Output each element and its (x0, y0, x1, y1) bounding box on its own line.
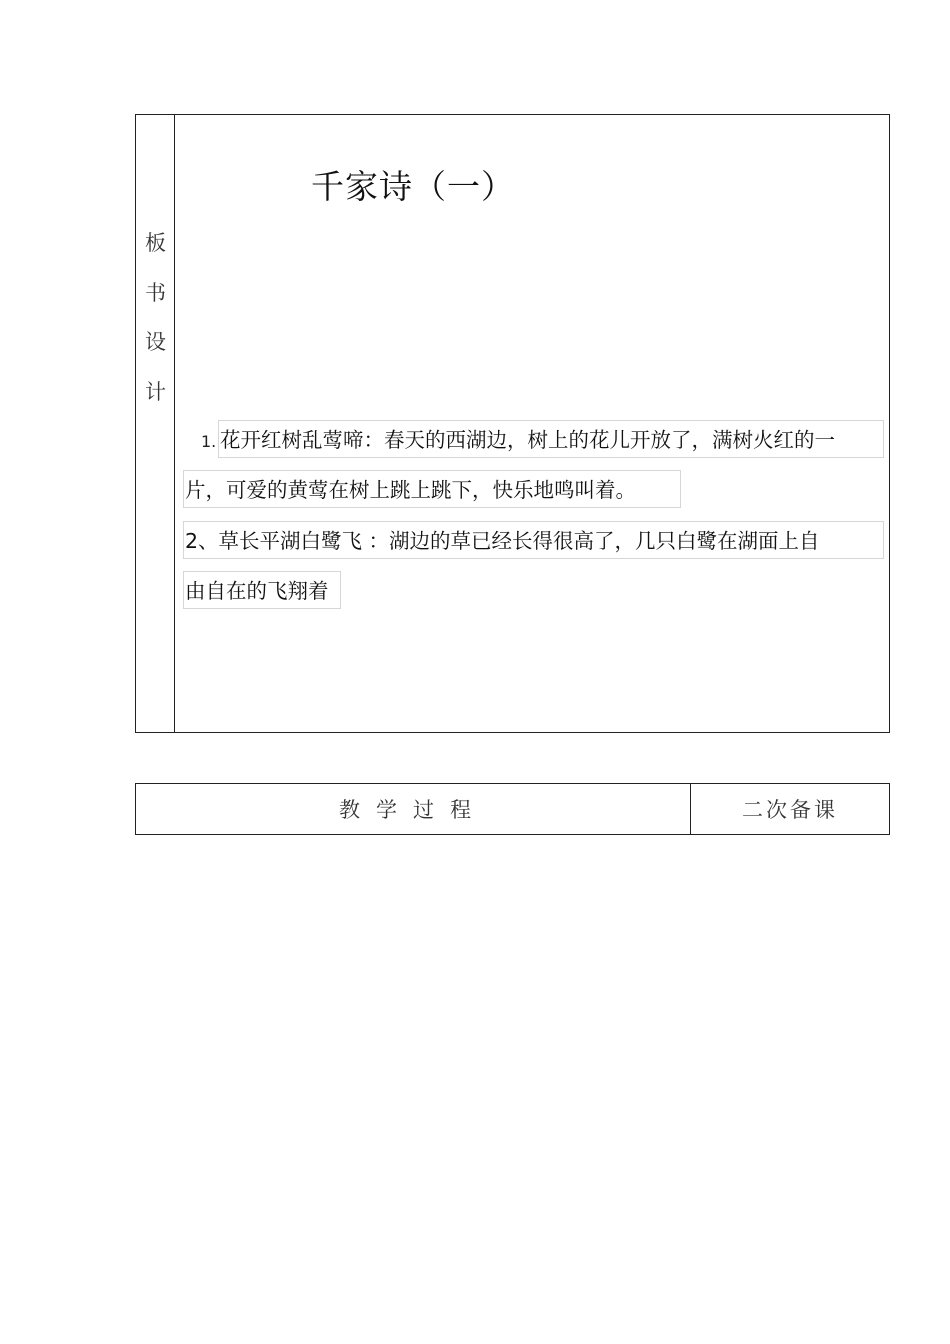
teaching-process-label: 教学过程 (136, 784, 691, 834)
line-text: 花开红树乱莺啼：春天的西湖边，树上的花儿开放了，满树火红的一 (220, 428, 835, 452)
board-label-char: 板 (145, 231, 166, 255)
second-preparation-label: 二次备课 (742, 798, 838, 822)
board-label (136, 219, 175, 417)
poem-title: 千家诗（一） (311, 167, 515, 206)
board-label-column (136, 115, 175, 732)
explanation-line-1 (201, 420, 884, 458)
board-label-char: 设 (145, 330, 166, 354)
teaching-process-header (135, 783, 890, 835)
board-design-table (135, 114, 890, 733)
board-label-char: 计 (145, 379, 166, 404)
explanation-line-2: 片，可爱的黄莺在树上跳上跳下，快乐地鸣叫着。 (183, 470, 681, 508)
board-label-char: 书 (145, 280, 166, 305)
explanation-line-3: 2、草长平湖白鹭飞 ：湖边的草已经长得很高了，几只白鹭在湖面上自 (183, 521, 884, 559)
line-number: 1. (201, 432, 217, 451)
explanation-line-4: 由自在的飞翔着 (183, 571, 341, 609)
